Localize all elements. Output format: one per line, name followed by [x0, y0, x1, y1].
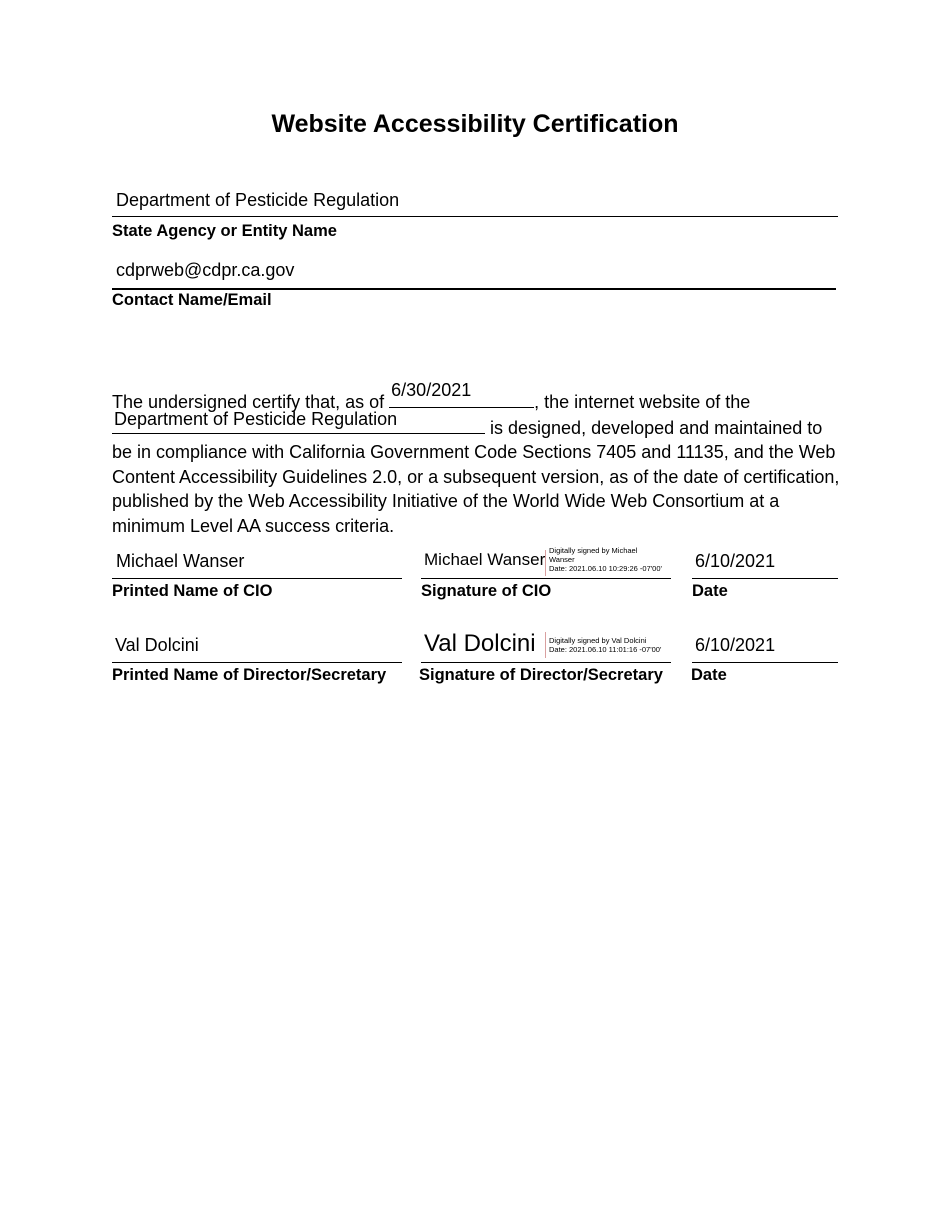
cio-signature-underline: [421, 578, 671, 579]
agency-label: State Agency or Entity Name: [112, 222, 337, 240]
contact-email-field[interactable]: cdprweb@cdpr.ca.gov: [116, 260, 295, 280]
entity-field[interactable]: [112, 409, 485, 434]
cio-digital-line: Date: 2021.06.10 10:29:26 -07'00': [549, 564, 662, 573]
director-digital-line: Digitally signed by Val Dolcini: [549, 636, 647, 645]
cio-signature-field[interactable]: [421, 544, 671, 576]
director-printed-name-field[interactable]: Val Dolcini: [115, 635, 199, 655]
contact-label: Contact Name/Email: [112, 291, 272, 309]
director-signature-field[interactable]: [421, 628, 671, 660]
director-date-field[interactable]: 6/10/2021: [695, 635, 776, 655]
director-digital-line: Date: 2021.06.10 11:01:16 -07'00': [549, 645, 662, 654]
cio-printed-name-label: Printed Name of CIO: [112, 582, 273, 600]
certification-paragraph: [112, 380, 842, 539]
director-digital-signature-details: [549, 636, 661, 654]
certification-body: is designed, developed and maintained to be in compliance with California Government Code Sections 7405 and 11135, and the Web Content Accessibility Guidelines 2.0, or a subsequent version, as of the date of certification, published by the Web Accessibility Initiative of the World Wide Web Consortium at a minimum Level AA success criteria.: [112, 417, 840, 536]
director-signature-label: Signature of Director/Secretary: [419, 666, 663, 684]
as-of-date-value: 6/30/2021: [391, 380, 472, 401]
cio-signature-divider: [545, 550, 546, 576]
cio-signature-name: Michael Wanser: [424, 550, 546, 569]
director-signature-name: Val Dolcini: [424, 630, 536, 657]
contact-underline: [112, 288, 836, 290]
as-of-date-field[interactable]: [389, 380, 534, 408]
cio-signature-label: Signature of CIO: [421, 582, 552, 600]
certification-after-date: , the internet website of the: [534, 392, 751, 412]
page-title: Website Accessibility Certification: [271, 110, 679, 138]
director-signature-divider: [545, 632, 546, 658]
agency-underline: [112, 216, 838, 217]
cio-printed-name-underline: [112, 578, 402, 579]
entity-value: Department of Pesticide Regulation: [114, 409, 398, 429]
agency-name-field[interactable]: Department of Pesticide Regulation: [116, 190, 400, 210]
cio-date-underline: [692, 578, 838, 579]
cio-digital-line: Digitally signed by Michael: [549, 546, 638, 555]
cio-date-label: Date: [692, 582, 728, 600]
director-signature-underline: [421, 662, 671, 663]
director-date-underline: [692, 662, 838, 663]
director-printed-name-underline: [112, 662, 402, 663]
cio-printed-name-field[interactable]: Michael Wanser: [116, 551, 245, 571]
certification-intro: The undersigned certify that, as of: [112, 392, 390, 412]
cio-digital-signature-details: [549, 546, 662, 573]
cio-digital-line: Wanser: [549, 555, 575, 564]
director-printed-name-label: Printed Name of Director/Secretary: [112, 666, 387, 684]
director-date-label: Date: [691, 666, 727, 684]
cio-date-field[interactable]: 6/10/2021: [695, 551, 776, 571]
